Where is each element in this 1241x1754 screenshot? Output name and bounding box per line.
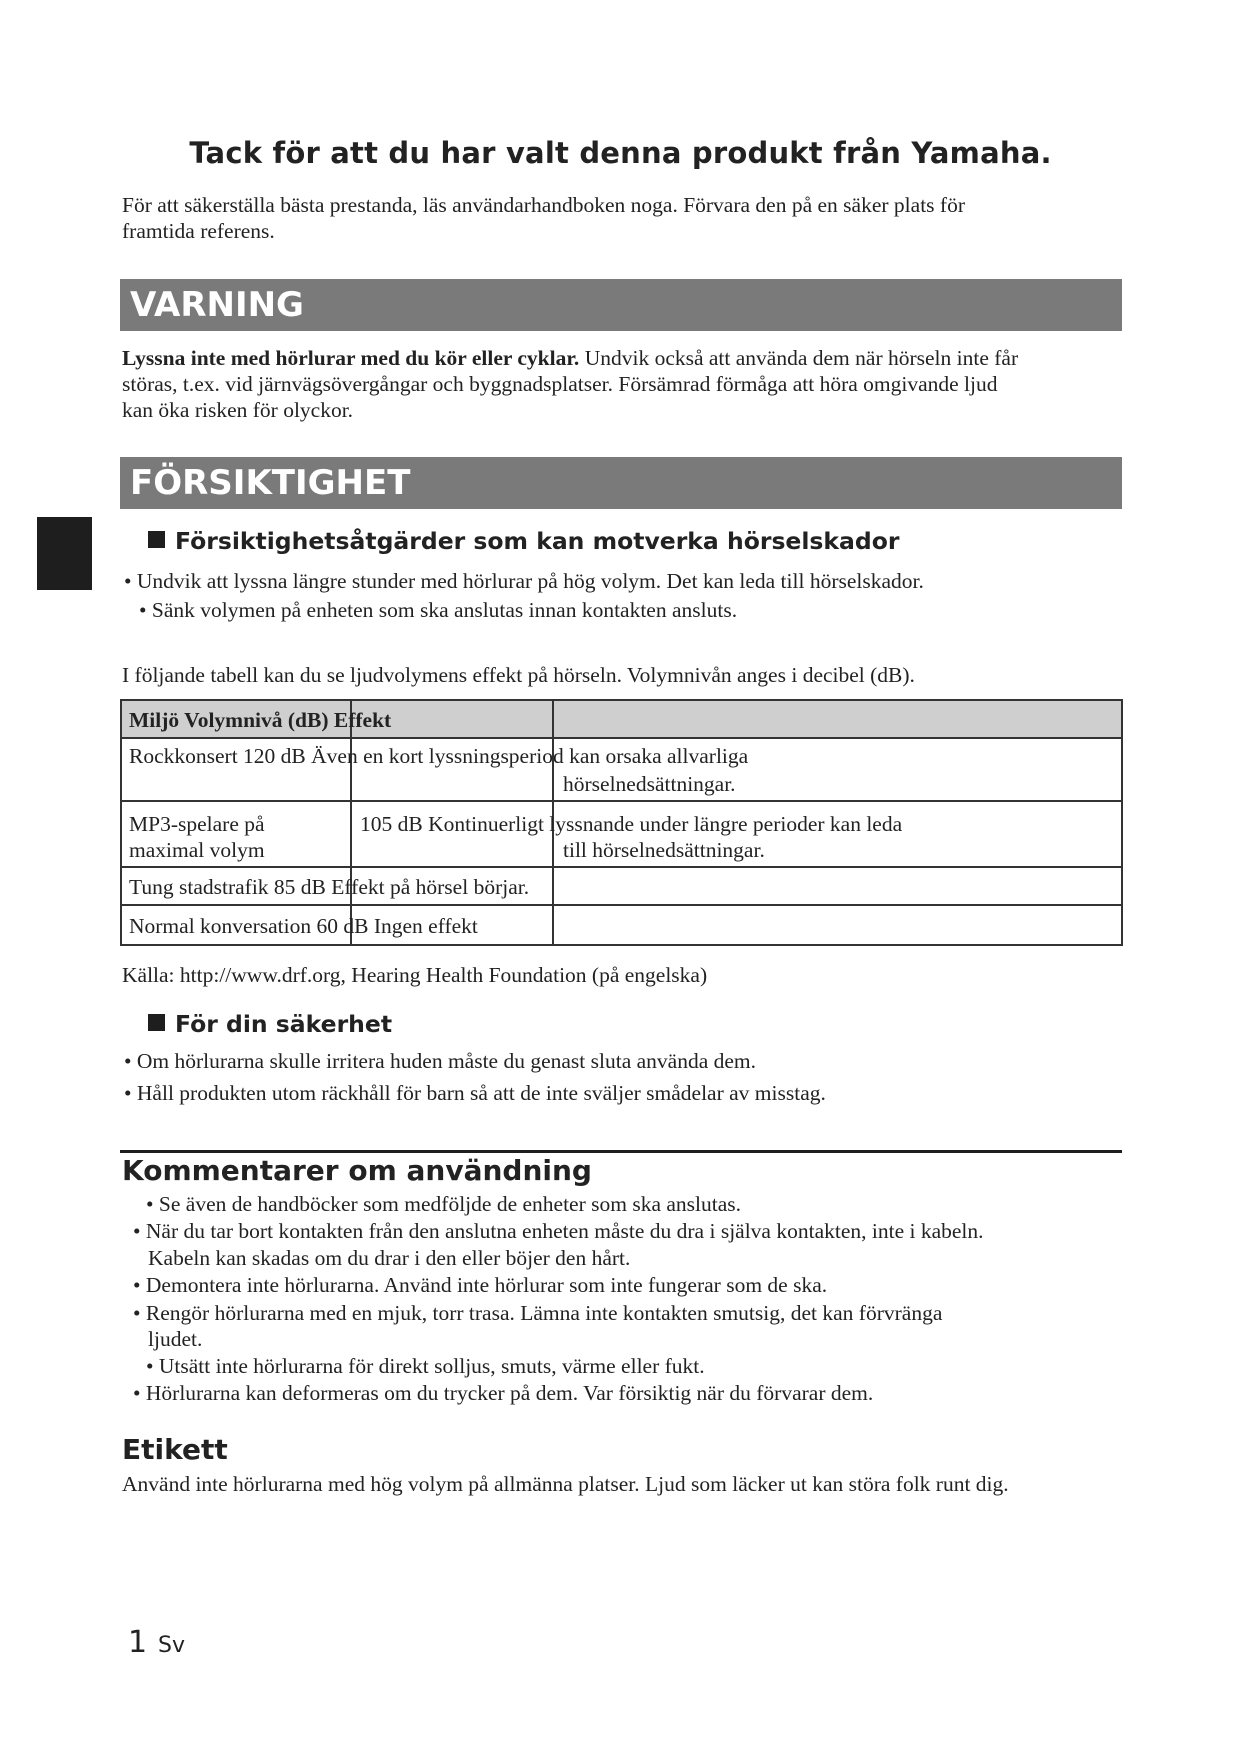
safety-subheading	[148, 1010, 392, 1038]
table-cell: Tung stadstrafik 85 dB Effekt på hörsel börjar.	[129, 875, 530, 899]
comment-item: • Demontera inte hörlurarna. Använd inte hörlurar som inte fungerar som de ska.	[133, 1273, 828, 1297]
table-cell: till hörselnedsättningar.	[563, 838, 765, 862]
side-tab-marker	[37, 517, 92, 590]
table-rule	[122, 737, 1121, 739]
warning-line-1: Undvik också att använda dem när hörseln inte får	[579, 346, 1019, 370]
safety-bullet: • Om hörlurarna skulle irritera huden måste du genast sluta använda dem.	[124, 1049, 757, 1073]
caution-bullet: • Sänk volymen på enheten som ska anslutas innan kontakten ansluts.	[139, 598, 738, 622]
warning-bold-text: Lyssna inte med hörlurar med du kör eller cyklar.	[122, 346, 580, 370]
page-number: 1	[128, 1625, 148, 1660]
table-cell: Rockkonsert 120 dB Även en kort lyssningsperiod kan orsaka allvarliga	[129, 744, 749, 768]
comment-item: • Rengör hörlurarna med en mjuk, torr trasa. Lämna inte kontakten smutsig, det kan förvränga	[133, 1301, 943, 1325]
etiquette-text: Använd inte hörlurarna med hög volym på allmänna platser. Ljud som läcker ut kan störa folk runt dig.	[122, 1472, 1009, 1496]
comment-item: ljudet.	[148, 1327, 203, 1351]
table-cell: Normal konversation 60 dB Ingen effekt	[129, 914, 478, 938]
comment-item: Kabeln kan skadas om du drar i den eller böjer den hårt.	[148, 1246, 631, 1270]
table-rule	[350, 701, 352, 944]
section-rule	[120, 1150, 1122, 1153]
table-intro: I följande tabell kan du se ljudvolymens effekt på hörseln. Volymnivån anges i decibel (dB).	[122, 663, 915, 687]
caution-bullet: • Undvik att lyssna längre stunder med hörlurar på hög volym. Det kan leda till hörselskador.	[124, 569, 924, 593]
safety-subheading-text: För din säkerhet	[175, 1010, 393, 1038]
table-cell: 105 dB Kontinuerligt lyssnande under längre perioder kan leda	[360, 812, 903, 836]
table-cell: hörselnedsättningar.	[563, 772, 736, 796]
table-rule	[122, 800, 1121, 802]
table-cell: MP3-spelare på	[129, 812, 265, 836]
page-language: Sv	[158, 1633, 185, 1658]
etiquette-heading: Etikett	[122, 1433, 228, 1466]
comment-item: • Se även de handböcker som medföljde de enheter som ska anslutas.	[146, 1192, 742, 1216]
square-bullet-icon	[148, 531, 165, 548]
table-rule	[122, 866, 1121, 868]
table-header: Miljö Volymnivå (dB) Effekt	[129, 708, 392, 732]
comment-item: • Utsätt inte hörlurarna för direkt solljus, smuts, värme eller fukt.	[146, 1354, 705, 1378]
source-note: Källa: http://www.drf.org, Hearing Health Foundation (på engelska)	[122, 963, 708, 987]
warning-banner: VARNING	[120, 279, 1122, 331]
warning-text	[122, 345, 1122, 423]
volume-table	[120, 699, 1123, 946]
hearing-subheading	[148, 527, 899, 555]
table-rule	[122, 904, 1121, 906]
intro-line-1: För att säkerställa bästa prestanda, läs användarhandboken noga. Förvara den på en säker plats för	[122, 193, 965, 217]
hearing-subheading-text: Försiktighetsåtgärder som kan motverka hörselskador	[175, 527, 900, 555]
comment-item: • När du tar bort kontakten från den anslutna enheten måste du dra i själva kontakten, inte i kabeln.	[133, 1219, 984, 1243]
safety-bullet: • Håll produkten utom räckhåll för barn så att de inte sväljer smådelar av misstag.	[124, 1081, 826, 1105]
warning-line-3: kan öka risken för olyckor.	[122, 398, 354, 422]
intro-line-2: framtida referens.	[122, 219, 275, 243]
intro-text	[122, 192, 1082, 244]
comments-heading: Kommentarer om användning	[122, 1154, 592, 1187]
caution-banner: FÖRSIKTIGHET	[120, 457, 1122, 509]
comment-item: • Hörlurarna kan deformeras om du trycker på dem. Var försiktig när du förvarar dem.	[133, 1381, 874, 1405]
warning-line-2: störas, t.ex. vid järnvägsövergångar och byggnadsplatser. Försämrad förmåga att höra omgivande ljud	[122, 372, 998, 396]
table-cell: maximal volym	[129, 838, 265, 862]
page-title: Tack för att du har valt denna produkt från Yamaha.	[189, 136, 1052, 170]
square-bullet-icon	[148, 1014, 165, 1031]
